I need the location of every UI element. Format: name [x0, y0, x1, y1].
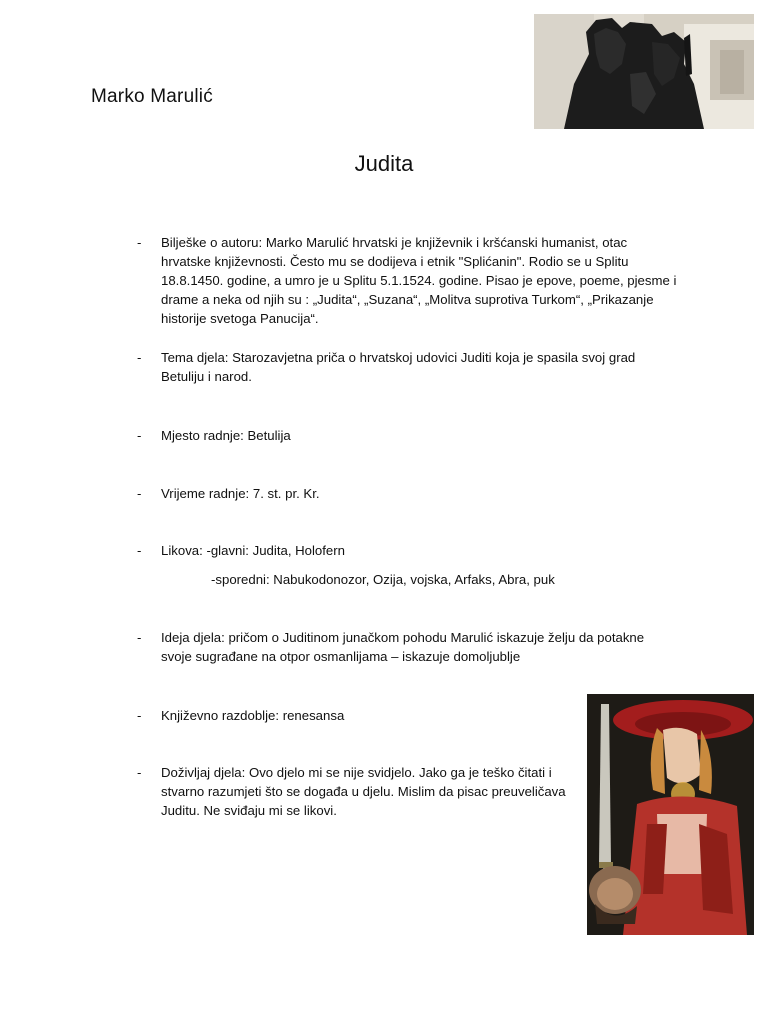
list-item — [137, 763, 567, 820]
list-item-text: Književno razdoblje: renesansa — [161, 708, 345, 723]
list-item — [137, 348, 677, 386]
list-item-text: Likova: -glavni: Judita, Holofern — [161, 543, 345, 558]
list-item-subline: -sporedni: Nabukodonozor, Ozija, vojska, Arfaks, Abra, puk — [211, 572, 555, 587]
bullet-dash: - — [137, 350, 142, 365]
list-item-text: Mjesto radnje: Betulija — [161, 428, 291, 443]
bullet-dash: - — [137, 630, 142, 645]
judith-painting — [587, 694, 754, 935]
bullet-dash: - — [137, 543, 142, 558]
list-item-text: Bilješke o autoru: Marko Marulić hrvatski je književnik i kršćanski humanist, otac hrvatske književnosti. Često mu se dodijeva i etnik "Splićanin". Rodio se u Splitu 18.8.1450. godine, a umro je u Splitu 5.1.1524. godine. Pisao je epove, poeme, pjesme i drame a neka od njih su : „Judita“, „Suzana“, „Molitva suprotiva Turkom“, „Prikazanje historije svetoga Panucija“. — [161, 235, 677, 326]
author-name: Marko Marulić — [91, 86, 213, 107]
list-item — [137, 484, 677, 503]
statue-photo — [534, 14, 754, 129]
list-item — [137, 426, 677, 445]
bullet-dash: - — [137, 708, 142, 723]
list-item — [137, 233, 677, 328]
bullet-dash: - — [137, 765, 142, 780]
list-item-text: Ideja djela: pričom o Juditinom junačkom pohodu Marulić iskazuje želju da potakne svoje sugrađane na otpor osmanlijama – iskazuje domoljublje — [161, 630, 645, 664]
bullet-dash: - — [137, 428, 142, 443]
bullet-dash: - — [137, 486, 142, 501]
list-item-text: Doživljaj djela: Ovo djelo mi se nije svidjelo. Jako ga je teško čitati i stvarno razumjeti što se događa u djelu. Mislim da pisac preuveličava Juditu. Ne sviđaju mi se likovi. — [161, 765, 566, 818]
list-item-text: Tema djela: Starozavjetna priča o hrvatskoj udovici Juditi koja je spasila svoj grad Betuliju i narod. — [161, 350, 636, 384]
list-item-text: Vrijeme radnje: 7. st. pr. Kr. — [161, 486, 320, 501]
list-item — [137, 541, 677, 560]
page-title: Judita — [354, 151, 414, 176]
bullet-dash: - — [137, 235, 142, 250]
list-item — [137, 628, 677, 666]
